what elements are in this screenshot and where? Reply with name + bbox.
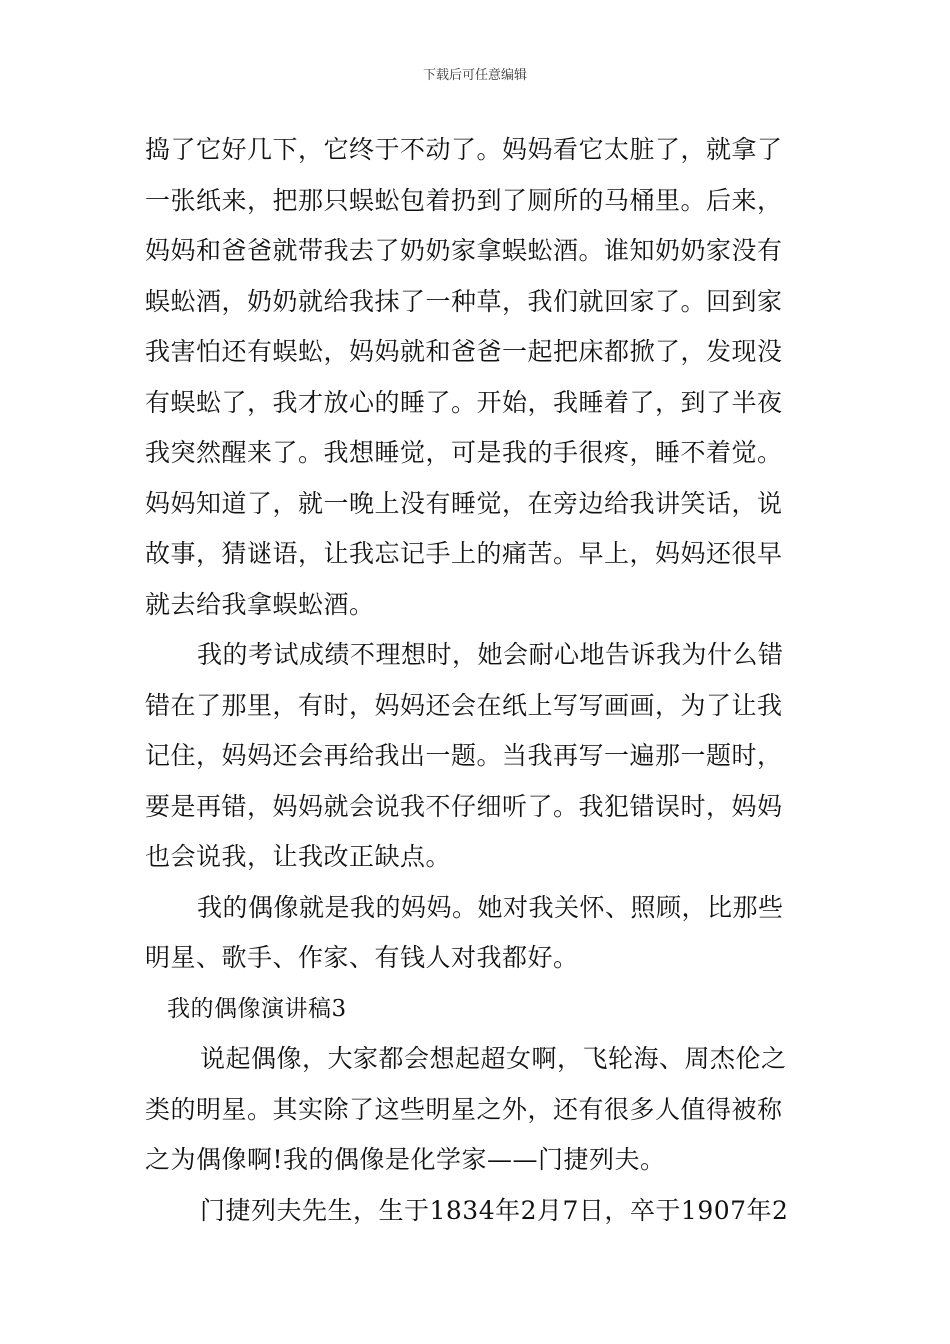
section-title: 我的偶像演讲稿3 — [167, 995, 347, 1022]
text-line: 错在了那里，有时，妈妈还会在纸上写写画画，为了让我 — [145, 690, 783, 720]
page-header: 下载后可任意编辑 — [422, 68, 527, 83]
text-line: 妈妈和爸爸就带我去了奶奶家拿蜈蚣酒。谁知奶奶家没有 — [145, 236, 783, 265]
text-line: 之为偶像啊!我的偶像是化学家——门捷列夫。 — [145, 1145, 666, 1174]
text-line: 我突然醒来了。我想睡觉，可是我的手很疼，睡不着觉。 — [145, 438, 783, 467]
paragraph-first-line: 说起偶像，大家都会想起超女啊，飞轮海、周杰伦之 — [200, 1044, 787, 1073]
document-body — [145, 125, 810, 1236]
text-line: 类的明星。其实除了这些明星之外，还有很多人值得被称 — [145, 1094, 783, 1124]
text-line: 要是再错，妈妈就会说我不仔细听了。我犯错误时，妈妈 — [145, 791, 783, 821]
paragraph-first-line: 我的偶像就是我的妈妈。她对我关怀、照顾，比那些 — [197, 892, 784, 922]
text-line: 一张纸来，把那只蜈蚣包着扔到了厕所的马桶里。后来， — [145, 185, 783, 215]
text-line: 蜈蚣酒，奶奶就给我抹了一种草，我们就回家了。回到家 — [145, 286, 783, 316]
paragraph-first-line: 我的考试成绩不理想时，她会耐心地告诉我为什么错 — [197, 640, 784, 669]
text-line: 妈妈知道了，就一晚上没有睡觉，在旁边给我讲笑话，说 — [145, 488, 783, 518]
text-line: 就去给我拿蜈蚣酒。 — [145, 589, 375, 619]
text-line: 我害怕还有蜈蚣，妈妈就和爸爸一起把床都掀了，发现没 — [145, 337, 783, 366]
text-line: 捣了它好几下，它终于不动了。妈妈看它太脏了，就拿了 — [145, 135, 783, 164]
text-line: 有蜈蚣了，我才放心的睡了。开始，我睡着了，到了半夜 — [145, 387, 783, 417]
paragraph-first-line: 门捷列夫先生，生于1834年2月7日，卒于1907年2 — [200, 1195, 789, 1225]
text-line: 明星、歌手、作家、有钱人对我都好。 — [145, 943, 579, 972]
text-line: 故事，猜谜语，让我忘记手上的痛苦。早上，妈妈还很早 — [145, 539, 783, 568]
text-line: 记住，妈妈还会再给我出一题。当我再写一遍那一题时， — [145, 741, 783, 770]
text-line: 也会说我，让我改正缺点。 — [145, 842, 452, 871]
